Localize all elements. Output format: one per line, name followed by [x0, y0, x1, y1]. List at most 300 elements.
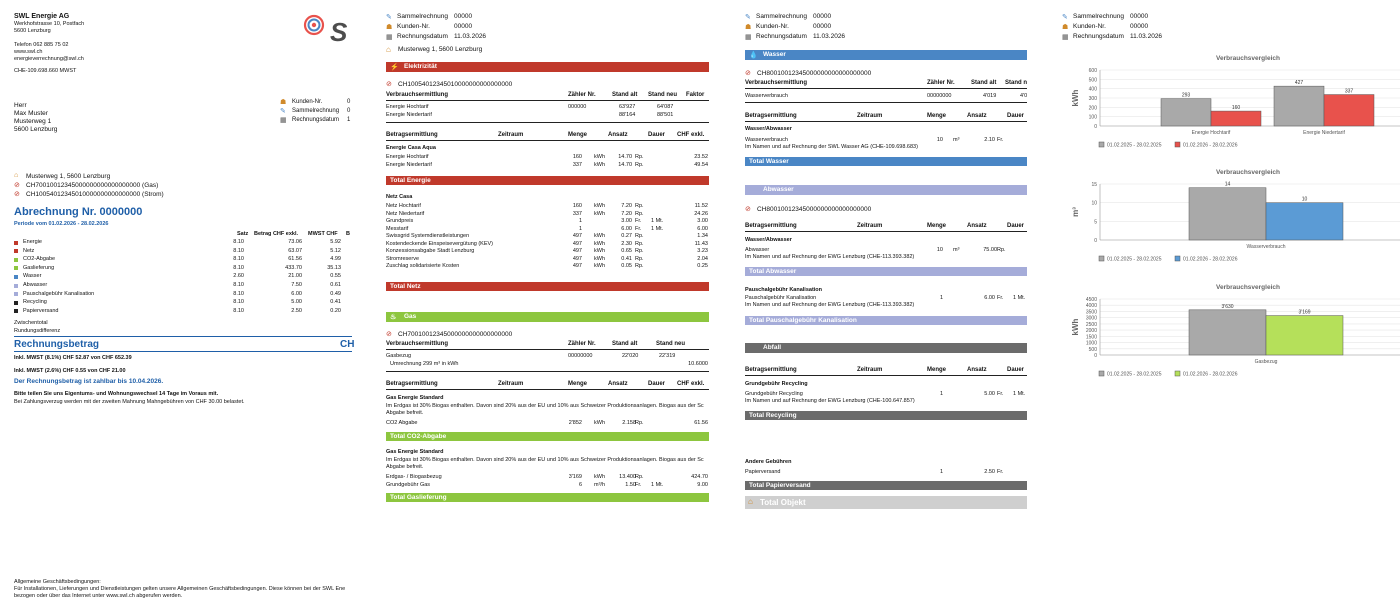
legend-label: 01.02.2026 - 28.02.2026 [1183, 371, 1238, 378]
table-cell: 3.23 [697, 248, 708, 254]
legend-square [14, 275, 18, 279]
company-vat: CHE-109.698.660 MWST [14, 68, 77, 74]
table-cell: Rp. [635, 210, 644, 217]
table-header-cell: Menge [927, 367, 947, 373]
table-cell: 160 [572, 203, 582, 209]
x-category-label: Gasbezug [1254, 359, 1278, 365]
table-cell: 1 [939, 469, 943, 475]
table-cell: Swissgrid Systemdienstleistungen [386, 233, 470, 239]
total-bar: Total Papierversand [745, 481, 1027, 490]
company-email[interactable]: energieverrechnung@swl.ch [14, 56, 84, 62]
chart-svg [1058, 50, 1400, 155]
table-cell: 2.30 [621, 240, 632, 247]
meter-power: CH10054012345010000000000000000 (Strom) [26, 191, 164, 198]
y-tick-label: 4500 [1085, 297, 1097, 303]
summary-row-amount: 6.00 [291, 290, 302, 297]
y-tick-label: 100 [1088, 114, 1097, 121]
summary-row-rate: 8.10 [233, 307, 244, 314]
table-cell: 1 [939, 295, 943, 301]
table-header-cell: Verbrauchsermittlung [386, 92, 449, 98]
col-rate: Satz [237, 231, 249, 237]
table-header-cell: Betragsermittlung [745, 223, 797, 229]
table-cell: Fr. [635, 481, 642, 488]
table-cell: 000000 [568, 104, 587, 110]
table-cell: 61.56 [694, 420, 708, 426]
y-tick-label: 1000 [1085, 340, 1097, 347]
summary-row-label: Pauschalgebühr Kanalisation [23, 290, 95, 297]
total-bar: Total CO2-Abgabe [386, 432, 709, 441]
table-header-cell: Menge [568, 381, 588, 387]
total-bar: Total Gaslieferung [386, 493, 709, 502]
notice-1: Bitte teilen Sie uns Eigentums- und Wohnungswechsel 14 Tage im Voraus mit. [14, 391, 219, 397]
invoice-date-value: 11.03.2026 [813, 33, 846, 40]
y-tick-label: 0 [1094, 124, 1097, 130]
table-header-cell: Stand n [1005, 80, 1027, 86]
table-cell: 424.70 [691, 474, 708, 480]
table-cell: 22'319 [659, 353, 676, 359]
x-category-label: Energie Hochtarif [1191, 130, 1231, 136]
y-tick-label: 3000 [1085, 315, 1097, 322]
table-cell: 64'087 [657, 104, 674, 110]
grand-total-label: Total Objekt [760, 498, 806, 507]
collective-invoice-value: 00000 [1130, 13, 1149, 20]
table-cell: 0.25 [697, 263, 708, 269]
table-header-cell: Ansatz [967, 113, 987, 119]
table-cell: 0.65 [621, 248, 632, 254]
table-cell: 75.00 [983, 247, 997, 253]
divider [745, 102, 1027, 103]
divider [386, 371, 709, 372]
subtotal-label: Zwischentotal [14, 320, 48, 326]
table-cell: 1 Mt. [651, 481, 664, 488]
table-header-cell: Betragsermittlung [745, 113, 797, 119]
table-cell: Messtarif [386, 225, 409, 232]
table-cell: 4'019 [983, 93, 997, 99]
table-cell: Energie Niedertarif [386, 112, 432, 118]
group-title: Wasser/Abwasser [745, 237, 792, 243]
table-header-cell: Zeitraum [498, 381, 524, 387]
invoice-title: Abrechnung Nr. 0000000 [14, 206, 143, 218]
collective-invoice-label: Sammelrechnung [1073, 13, 1124, 20]
table-header-cell: Ansatz [967, 367, 987, 373]
table-cell: 63'927 [619, 104, 636, 110]
gas-usage-table [386, 341, 709, 375]
invoice-date-value: 11.03.2026 [454, 33, 487, 40]
table-cell: 6.00 [697, 225, 708, 232]
company-web[interactable]: www.swl.ch [14, 49, 43, 55]
meter-icon: ⊘ [14, 191, 20, 198]
y-tick-label: 10 [1091, 200, 1097, 207]
table-cell: 497 [572, 255, 582, 262]
table-header-cell: Verbrauchsermittlung [386, 341, 449, 347]
collective-invoice-value: 0 [347, 108, 351, 114]
recipient-salutation: Herr [14, 102, 27, 109]
y-tick-label: 2500 [1085, 321, 1097, 328]
legend-swatch [1099, 371, 1104, 376]
drop-icon: 💧 [749, 52, 758, 59]
bar-01.02.2025 - 28.02.2025 [1274, 86, 1324, 126]
legend-square [14, 309, 18, 313]
legend-label: 01.02.2026 - 28.02.2026 [1183, 142, 1238, 149]
terms-heading: Allgemeine Geschäftsbedingungen: [14, 579, 101, 585]
y-tick-label: 300 [1088, 96, 1097, 102]
table-cell: kWh [594, 420, 605, 426]
table-cell: Wasserverbrauch [745, 93, 788, 99]
x-category-label: Energie Niedertarif [1303, 130, 1345, 136]
table-cell: Grundpreis [386, 218, 414, 224]
table-cell: 497 [572, 233, 582, 239]
invoice-page-water-waste [741, 0, 1031, 613]
table-cell: Fr. [635, 218, 642, 224]
grand-total-bar [745, 496, 1027, 509]
table-cell: 5.00 [984, 391, 995, 397]
invoice-date-label: Rechnungsdatum [397, 33, 448, 40]
collective-invoice-value: 00000 [813, 13, 832, 20]
object-address: Musterweg 1, 5600 Lenzburg [26, 173, 111, 180]
table-header-cell: Zeitraum [857, 367, 883, 373]
vat-line-2: Inkl. MWST (2.6%) CHF 0.55 von CHF 21.00 [14, 368, 126, 374]
table-cell: kWh [594, 255, 605, 262]
table-header-cell: Betragsermittlung [386, 381, 438, 387]
summary-row-rate: 8.10 [233, 239, 244, 245]
table-cell: Rp. [635, 263, 644, 269]
table-cell: Rp. [635, 240, 644, 247]
chart-title: Verbrauchsvergleich [1216, 284, 1280, 291]
company-phone: Telefon 062 885 75 02 [14, 42, 69, 48]
y-tick-label: 15 [1091, 182, 1097, 188]
chart-gas-comparison [1058, 279, 1400, 384]
y-axis-label: m³ [1071, 207, 1080, 217]
table-header-cell: Betragsermittlung [386, 132, 438, 138]
section-bar-water: 💧 Wasser [745, 50, 1027, 60]
group-title: Energie Casa Aqua [386, 145, 436, 151]
legend-swatch [1175, 256, 1180, 261]
summary-row-vat: 35.13 [327, 264, 341, 271]
table-cell: Pauschalgebühr Kanalisation [745, 295, 817, 301]
table-cell: Netz Niedertarif [386, 210, 425, 217]
summary-row-label: Netz [23, 247, 35, 254]
summary-row-vat: 5.92 [330, 239, 341, 245]
total-bar: Total Wasser [745, 157, 1027, 166]
meter-icon: ⊘ [386, 331, 392, 338]
group-title: Netz Casa [386, 194, 413, 200]
bar-01.02.2025 - 28.02.2025 [1161, 99, 1211, 126]
total-bar: Total Energie [386, 176, 709, 185]
terms-line-1: Für Installationen, Lieferungen und Dienstleistungen gelten unsere Allgemeinen Geschäftsbedingungen. Diese können bei der SWL Ene [14, 586, 346, 592]
summary-row-rate: 8.10 [233, 290, 244, 297]
summary-row-vat: 0.49 [330, 290, 341, 297]
meter-icon: ⊘ [14, 182, 20, 189]
pen-icon: ✎ [1062, 14, 1068, 21]
table-cell: Rp. [635, 255, 644, 262]
electricity-meter-id: CH10054012345010000000000000000 [398, 81, 513, 88]
house-icon: ⌂ [748, 497, 753, 506]
table-cell: 160 [572, 154, 582, 160]
collective-invoice-label: Sammelrechnung [756, 13, 807, 20]
summary-row-amount: 2.50 [291, 307, 302, 314]
svg-text:S: S [330, 17, 348, 47]
y-axis-label: kWh [1071, 318, 1080, 336]
customer-no-label: Kunden-Nr. [756, 23, 789, 30]
table-cell: 2.10 [984, 137, 995, 143]
table-cell: Fr. [997, 391, 1004, 397]
table-cell: 2.50 [984, 469, 995, 475]
table-cell: kWh [594, 263, 605, 269]
summary-row-rate: 2.60 [233, 273, 244, 280]
bar-01.02.2025 - 28.02.2025 [1189, 188, 1266, 240]
table-cell: 7.20 [621, 203, 632, 209]
invoice-date-label: Rechnungsdatum [292, 117, 340, 123]
summary-row-amount: 21.00 [288, 273, 302, 280]
total-amount-label: Rechnungsbetrag [14, 339, 100, 350]
collective-invoice-label: Sammelrechnung [292, 108, 340, 114]
table-cell: 2.158 [622, 420, 636, 426]
table-header-cell: Stand alt [612, 92, 638, 98]
total-bar: Total Pauschalgebühr Kanalisation [745, 316, 1027, 325]
summary-row-vat: 0.20 [330, 307, 341, 314]
col-vat: MWST CHF [308, 231, 338, 237]
table-cell: 24.26 [694, 210, 708, 217]
table-cell: Abwasser [745, 247, 770, 253]
invoice-date-label: Rechnungsdatum [1073, 33, 1124, 40]
table-cell: Rp. [635, 248, 644, 254]
table-cell: Fr. [635, 225, 642, 232]
table-cell: m³/h [594, 481, 605, 488]
table-cell: 0.05 [621, 263, 632, 269]
divider [386, 349, 709, 350]
section-bar-sewage: Abwasser [745, 185, 1027, 195]
y-tick-label: 4000 [1085, 303, 1097, 310]
meter-gas: CH70010012345000000000000000000 (Gas) [26, 182, 159, 189]
object-address: Musterweg 1, 5600 Lenzburg [398, 46, 483, 53]
table-cell: 1 [578, 225, 582, 232]
table-cell: 0.41 [621, 255, 632, 262]
recipient-name: Max Muster [14, 110, 48, 117]
person-icon: ☗ [745, 24, 752, 31]
chart-svg [1058, 279, 1400, 384]
y-tick-label: 1500 [1085, 334, 1097, 341]
table-cell: 6.00 [621, 225, 632, 232]
gas-meter-id: CH70010012345000000000000000000 [398, 331, 513, 338]
rounding-label: Rundungsdifferenz [14, 328, 61, 334]
total-bar: Total Netz [386, 282, 709, 291]
table-header-cell: Betragsermittlung [745, 367, 797, 373]
total-bar: Total Recycling [745, 411, 1027, 420]
table-cell: m³ [953, 137, 960, 143]
collective-invoice-label: Sammelrechnung [397, 13, 448, 20]
customer-no-label: Kunden-Nr. [1073, 23, 1106, 30]
meter-icon: ⊘ [386, 81, 392, 88]
table-cell: 10 [936, 247, 943, 253]
invoice-date-value: 1 [347, 117, 351, 123]
person-icon: ☗ [280, 99, 287, 106]
legend-label: 01.02.2026 - 28.02.2026 [1183, 256, 1238, 263]
summary-row-amount: 73.06 [288, 239, 302, 245]
pen-icon: ✎ [386, 14, 392, 21]
table-cell: kWh [594, 203, 605, 209]
company-street: Werkhofstrasse 10, Postfach [14, 21, 85, 27]
table-cell: Im Namen und auf Rechnung der EWG Lenzburg (CHE-113.393.382) [745, 302, 915, 308]
person-icon: ☗ [386, 24, 393, 31]
table-cell: 3.00 [621, 218, 632, 224]
electricity-usage-table [386, 92, 709, 128]
summary-row-rate: 8.10 [233, 264, 244, 271]
table-cell: kWh [594, 210, 605, 217]
total-amount-currency: CH [340, 339, 355, 350]
summary-row-label: Abwasser [23, 282, 48, 288]
bar-value-label: 10 [1301, 196, 1308, 203]
legend-square [14, 241, 18, 245]
summary-row-vat: 0.55 [330, 273, 341, 280]
electricity-amount-table [386, 132, 709, 292]
customer-no-value: 0 [347, 99, 351, 105]
table-header-cell: Ansatz [608, 381, 628, 387]
summary-row-amount: 5.00 [291, 299, 302, 306]
table-header-cell: Zähler Nr. [568, 92, 596, 98]
table-cell: Netz Hochtarif [386, 203, 421, 209]
table-header-cell: Stand alt [971, 80, 997, 86]
col-b: B [346, 231, 350, 237]
legend-swatch [1175, 371, 1180, 376]
table-cell: 14.70 [618, 154, 632, 160]
divider [386, 122, 709, 123]
table-header-cell: Dauer [1007, 113, 1025, 119]
table-cell: Energie Hochtarif [386, 104, 429, 110]
calendar-icon: ▦ [745, 34, 752, 41]
group-title: Wasser/Abwasser [745, 126, 792, 132]
table-cell: 2.04 [697, 255, 708, 262]
bar-value-label: 427 [1294, 80, 1304, 87]
table-cell: Gasbezug [386, 353, 412, 359]
summary-row-rate: 8.10 [233, 247, 244, 254]
chart-water-comparison [1058, 164, 1400, 269]
table-header-cell: Ansatz [608, 132, 628, 138]
table-cell: Kostendeckende Einspeisevergütung (KEV) [386, 240, 494, 247]
y-tick-label: 200 [1088, 105, 1097, 112]
table-cell: Energie Hochtarif [386, 154, 429, 160]
bar-value-label: 3'630 [1221, 303, 1234, 310]
table-cell: kWh [594, 240, 605, 247]
table-cell: Stromreserve [386, 255, 420, 262]
table-cell: 88'164 [619, 112, 636, 118]
table-cell: 497 [572, 263, 582, 269]
table-cell: Im Namen und auf Rechnung der EWG Lenzburg (CHE-100.647.857) [745, 398, 915, 404]
table-cell: Rp. [635, 233, 644, 239]
y-tick-label: 3500 [1085, 309, 1097, 316]
group-title: Grundgebühr Recycling [745, 381, 808, 387]
total-bar: Total Abwasser [745, 267, 1027, 276]
table-header-cell: Zähler Nr. [568, 341, 596, 347]
table-cell: kWh [594, 474, 605, 480]
chart-svg [1058, 164, 1400, 269]
table-cell: Im Namen und auf Rechnung der EWG Lenzburg (CHE-113.393.382) [745, 254, 915, 260]
table-cell: Rp. [635, 420, 644, 426]
table-cell: kWh [594, 248, 605, 254]
table-cell: 1 [939, 391, 943, 397]
table-cell: kWh [594, 154, 605, 160]
customer-no-value: 00000 [454, 23, 473, 30]
table-cell: kWh [594, 233, 605, 239]
table-cell: Abgabe befreit. [386, 464, 424, 470]
table-cell: 2'852 [568, 420, 582, 426]
table-header-cell: Stand alt [612, 341, 638, 347]
legend-swatch [1099, 142, 1104, 147]
summary-row-rate: 8.10 [233, 256, 244, 263]
table-cell: 1 [578, 218, 582, 224]
summary-row-label: CO2-Abgabe [23, 256, 56, 263]
water-meter-id: CH80010012345000000000000000000 [757, 70, 872, 77]
sewage-meter-id: CH80010012345000000000000000000 [757, 206, 872, 213]
group-title: Gas Energie Standard [386, 395, 444, 401]
divider [745, 231, 1027, 232]
invoice-page-energy-gas [382, 0, 712, 613]
summary-row-amount: 61.56 [288, 256, 302, 263]
table-cell: 4'0 [1020, 93, 1028, 99]
table-cell: 9.00 [697, 481, 708, 488]
waste-table [745, 364, 1027, 494]
table-header-cell: CHF exkl. [677, 381, 705, 387]
table-cell: 337 [572, 161, 582, 168]
col-amount: Betrag CHF exkl. [254, 231, 299, 237]
table-cell: 6.00 [984, 295, 995, 301]
table-cell: 1 Mt. [651, 218, 664, 224]
vat-line-1: Inkl. MWST (8.1%) CHF 52.87 von CHF 652.39 [14, 355, 132, 361]
table-cell: Im Erdgas ist 30% Biogas enthalten. Davon sind 20% aus der EU und 10% aus Schweizer Produktionsanlagen. Biogas aus der Sc [386, 403, 704, 409]
summary-row-vat: 0.61 [330, 282, 341, 288]
table-cell: 1 Mt. [651, 225, 664, 232]
section-bar-gas: ♨ Gas [386, 312, 709, 322]
table-cell: 1 Mt. [1013, 391, 1026, 397]
calendar-icon: ▦ [1062, 34, 1069, 41]
divider [745, 121, 1027, 122]
bar-value-label: 293 [1181, 92, 1191, 99]
table-header-cell: CHF exkl. [677, 132, 705, 138]
table-cell: Grundgebühr Gas [386, 481, 431, 488]
legend-square [14, 258, 18, 262]
table-header-cell: Zeitraum [857, 223, 883, 229]
section-bar-electricity: ⚡ Elektrizität [386, 62, 709, 72]
table-cell: 11.43 [694, 240, 708, 247]
summary-row-label: Papierversand [23, 307, 59, 314]
person-icon: ☗ [1062, 24, 1069, 31]
table-cell: Rp. [635, 203, 644, 209]
summary-row-label: Gaslieferung [23, 264, 55, 271]
table-cell: 1 Mt. [1013, 295, 1026, 301]
customer-no-label: Kunden-Nr. [397, 23, 430, 30]
summary-row-rate: 8.10 [233, 282, 244, 288]
table-cell: 22'020 [622, 353, 639, 359]
table-cell: Grundgebühr Recycling [745, 391, 803, 397]
table-cell: 7.20 [621, 210, 632, 217]
table-header-cell: Faktor [686, 92, 705, 98]
legend-swatch [1099, 256, 1104, 261]
legend-swatch [1175, 142, 1180, 147]
notice-2: Bei Zahlungsverzug werden mit der zweiten Mahnung Mahngebühren von CHF 30.00 belastet. [14, 399, 245, 405]
table-cell: 10 [936, 137, 943, 143]
legend-label: 01.02.2025 - 28.02.2025 [1107, 371, 1162, 378]
chart-electricity-comparison [1058, 50, 1400, 155]
table-cell: m³ [953, 247, 960, 253]
legend-label: 01.02.2025 - 28.02.2025 [1107, 256, 1162, 263]
table-cell: Rp. [635, 161, 644, 168]
invoice-period: Periode vom 01.02.2026 - 28.02.2026 [14, 221, 109, 227]
table-header-cell: Menge [568, 132, 588, 138]
summary-row-vat: 5.12 [330, 247, 341, 254]
table-cell: 1.34 [697, 233, 708, 239]
company-city: 5600 Lenzburg [14, 28, 51, 34]
table-cell: Fr. [997, 469, 1004, 475]
customer-no-value: 00000 [1130, 23, 1149, 30]
